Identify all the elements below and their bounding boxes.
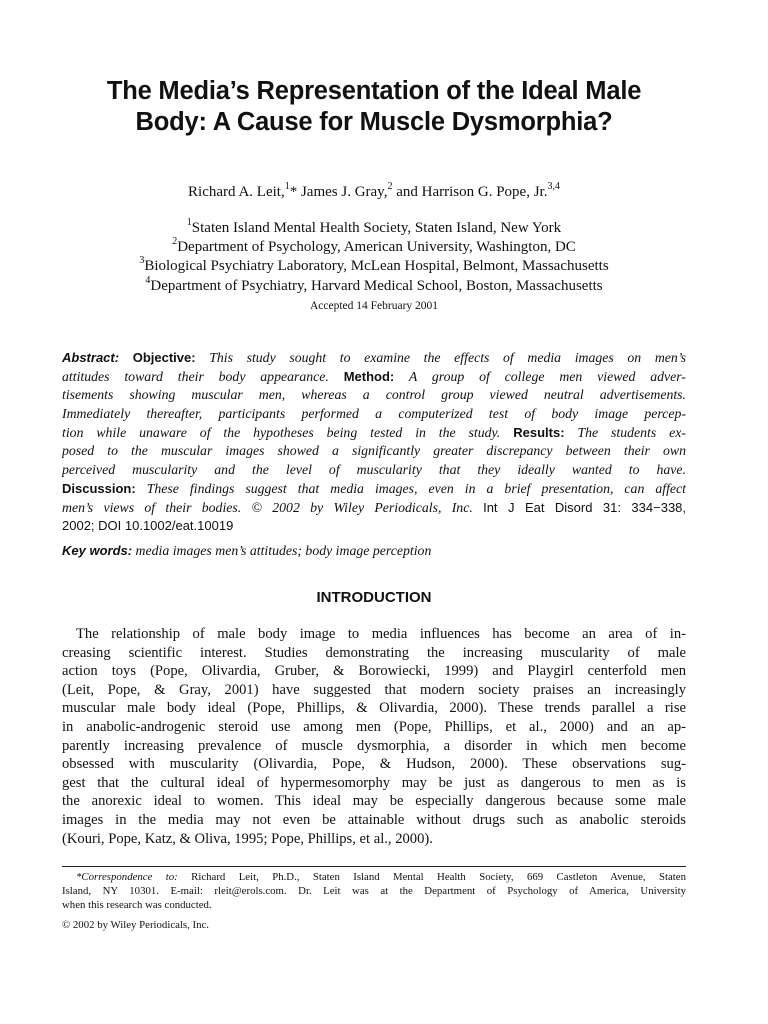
affiliation-number: 1 bbox=[186, 217, 192, 228]
footnote-line: Island, NY 10301. E-mail: rleit@erols.com. Dr. Leit was at the Department of Psychology of America, University bbox=[62, 885, 686, 897]
abstract-line bbox=[62, 499, 686, 518]
abstract bbox=[62, 349, 686, 536]
accepted-date: Accepted 14 February 2001 bbox=[309, 300, 439, 312]
author-name: James J. Gray, bbox=[297, 184, 388, 200]
footnote-line: when this research was conducted. bbox=[62, 899, 212, 911]
affiliation-number: 3 bbox=[139, 255, 145, 267]
footnote-divider bbox=[62, 866, 686, 867]
author-name: and Harrison G. Pope, Jr. bbox=[392, 184, 548, 200]
section-heading: INTRODUCTION bbox=[316, 589, 432, 606]
objective-label: Objective: bbox=[132, 350, 196, 365]
abstract-line: perceived muscularity and the level of muscularity that they ideally wanted to have. bbox=[62, 462, 686, 478]
author-affiliation-sup: 3,4 bbox=[547, 181, 560, 192]
copyright-notice: © 2002 by Wiley Periodicals, Inc. bbox=[62, 919, 210, 931]
paragraph-line: (Kouri, Pope, Katz, & Oliva, 1995; Pope, Phillips, et al., 2000). bbox=[62, 830, 433, 847]
paper-title bbox=[62, 76, 686, 138]
abstract-text: The students ex- bbox=[577, 424, 686, 440]
keywords bbox=[62, 542, 686, 560]
affiliation-text: Department of Psychology, American University, Washington, DC bbox=[177, 239, 576, 256]
affiliation bbox=[62, 219, 686, 238]
paragraph-line: muscular male body ideal (Pope, Phillips, & Olivardia, 2000). These trends parallel a rise bbox=[62, 700, 686, 717]
affiliation-list bbox=[62, 219, 686, 296]
keywords-text: media images men’s attitudes; body image perception bbox=[135, 543, 432, 558]
introduction-paragraph bbox=[62, 625, 686, 848]
results-label: Results: bbox=[513, 424, 565, 440]
abstract-line bbox=[62, 349, 686, 368]
method-label: Method: bbox=[343, 368, 395, 384]
abstract-text: attitudes toward their body appearance. bbox=[62, 368, 329, 384]
abstract-line bbox=[62, 517, 686, 536]
paragraph-line: images in the media may not even be attainable without drugs such as anabolic steroids bbox=[62, 811, 686, 828]
affiliation-text: Staten Island Mental Health Society, Staten Island, New York bbox=[191, 220, 562, 236]
paragraph-line: parently increasing prevalence of muscle dysmorphia, a disorder in which men become bbox=[62, 737, 686, 754]
affiliation bbox=[62, 257, 686, 276]
abstract-text: This study sought to examine the effects of media images on men’s bbox=[209, 350, 686, 365]
paragraph-line: (Leit, Pope, & Gray, 2001) have suggested that modern society praises an increasingly bbox=[62, 681, 686, 698]
abstract-text: tion while unaware of the hypotheses being tested in the study. bbox=[62, 424, 501, 440]
affiliation-number: 4 bbox=[145, 274, 151, 286]
citation: Int J Eat Disord 31: 334−338, bbox=[483, 499, 686, 515]
paragraph-line: The relationship of male body image to media influences has become an area of in- bbox=[76, 626, 686, 642]
paragraph-line: in anabolic-androgenic steroid use among men (Pope, Phillips, et al., 2000) and an ap- bbox=[62, 718, 686, 735]
paragraph-line: creasing scientific interest. Studies demonstrating the increasing muscularity of male bbox=[62, 644, 686, 661]
corresponding-mark: * bbox=[289, 184, 298, 200]
footnote-line bbox=[62, 870, 686, 884]
affiliation bbox=[62, 274, 686, 296]
affiliation-text: Biological Psychiatry Laboratory, McLean Hospital, Belmont, Massachusetts bbox=[144, 258, 609, 275]
author-list bbox=[62, 182, 686, 202]
abstract-line: Immediately thereafter, participants performed a computerized test of body image percep- bbox=[62, 406, 686, 422]
title-line-2: Body: A Cause for Muscle Dysmorphia? bbox=[135, 108, 613, 136]
abstract-line bbox=[62, 368, 686, 387]
discussion-label: Discussion: bbox=[62, 480, 136, 496]
abstract-label: Abstract: bbox=[62, 350, 120, 365]
keywords-label: Key words: bbox=[62, 543, 133, 558]
abstract-line: tisements showing muscular men, whereas a control group viewed neutral advertisements. bbox=[62, 387, 686, 403]
doi: 2002; DOI 10.1002/eat.10019 bbox=[62, 518, 234, 534]
affiliation-number: 2 bbox=[172, 236, 178, 248]
affiliation-text: Department of Psychiatry, Harvard Medical School, Boston, Massachusetts bbox=[150, 277, 603, 294]
author-name: Richard A. Leit, bbox=[188, 184, 285, 200]
abstract-line bbox=[62, 424, 686, 443]
paragraph-line: action toys (Pope, Olivardia, Gruber, & Borowiecki, 1999) and Playgirl centerfold men bbox=[62, 663, 686, 680]
abstract-text: These findings suggest that media images, even in a brief presentation, can affect bbox=[146, 480, 686, 496]
paragraph-line: the anorexic ideal to women. This ideal may be especially dangerous because some male bbox=[62, 793, 686, 810]
author-affiliation-sup: 2 bbox=[387, 181, 393, 192]
abstract-text: men’s views of their bodies. © 2002 by Wiley Periodicals, Inc. bbox=[62, 499, 473, 515]
title-line-1: The Media’s Representation of the Ideal Male bbox=[106, 77, 642, 105]
affiliation bbox=[62, 238, 686, 257]
paragraph-line: obsessed with muscularity (Olivardia, Pope, & Hudson, 2000). These observations sug- bbox=[62, 756, 686, 773]
author-affiliation-sup: 1 bbox=[284, 181, 290, 192]
abstract-text: A group of college men viewed adver- bbox=[408, 368, 686, 384]
abstract-line bbox=[62, 480, 686, 499]
footnote-text: Richard Leit, Ph.D., Staten Island Mental Health Society, 669 Castleton Avenue, Staten bbox=[177, 871, 686, 883]
correspondence-footnote bbox=[62, 870, 686, 912]
abstract-line: posed to the muscular images showed a significantly greater discrepancy between their own bbox=[62, 443, 686, 459]
footnote-label: *Correspondence to: bbox=[76, 871, 178, 883]
paragraph-line: gest that the cultural ideal of hypermesomorphy may be just as dangerous to men as is bbox=[62, 774, 686, 791]
